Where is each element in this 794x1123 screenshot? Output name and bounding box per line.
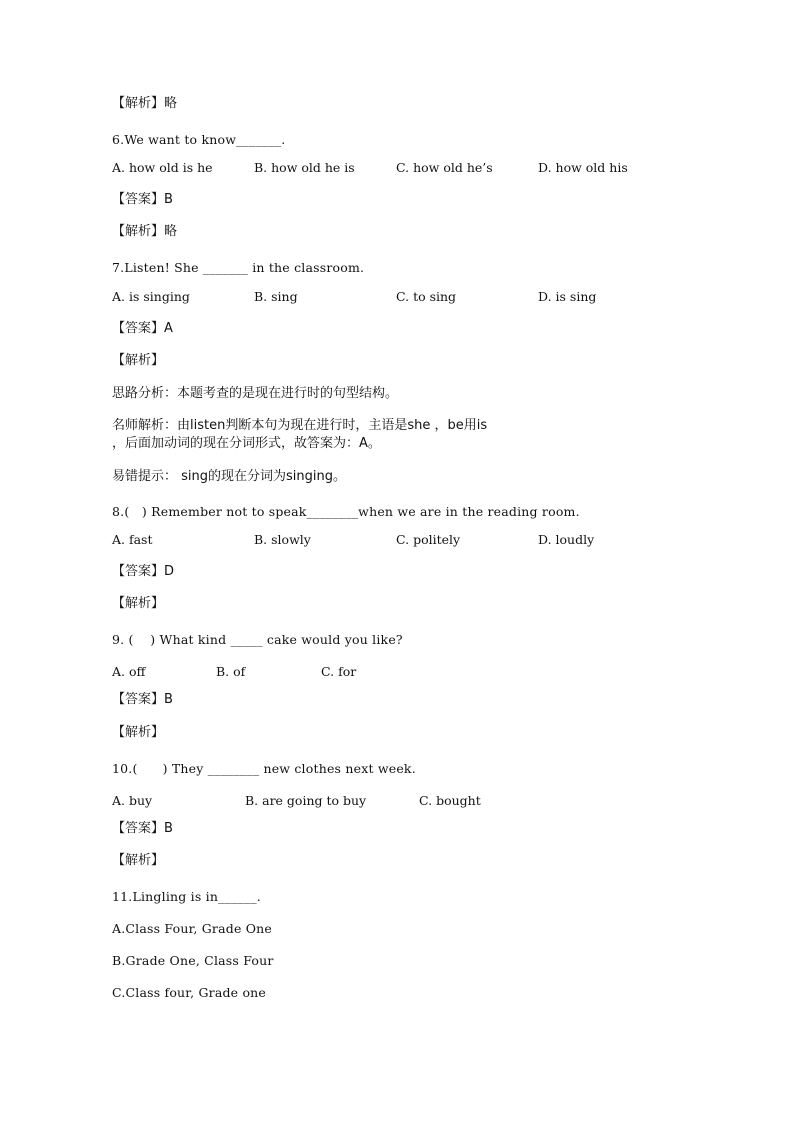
q9-option-b: B. of: [216, 664, 246, 679]
question-8: 8.( ) Remember not to speak________when we are in the reading room.: [112, 504, 580, 519]
q8-option-c: C. politely: [396, 532, 461, 547]
q9-answer: 【答案】B: [112, 692, 173, 707]
question-6: 6.We want to know_______.: [112, 132, 286, 147]
q10-option-b: B. are going to buy: [245, 793, 367, 808]
q9-option-a: A. off: [112, 664, 146, 679]
q7-option-b: B. sing: [254, 289, 298, 304]
q10-analysis: 【解析】: [112, 853, 165, 868]
analysis-line-prev: 【解析】略: [112, 96, 178, 111]
q7-analysis-teacher-2: ，后面加动词的现在分词形式，故答案为：A。: [112, 436, 381, 451]
q7-analysis-idea: 思路分析：本题考查的是现在进行时的句型结构。: [112, 386, 399, 401]
q10-answer: 【答案】B: [112, 821, 173, 836]
q7-option-c: C. to sing: [396, 289, 457, 304]
q10-option-a: A. buy: [112, 793, 153, 808]
q7-analysis: 【解析】: [112, 353, 165, 368]
q9-option-c: C. for: [321, 664, 357, 679]
q11-option-a: A.Class Four, Grade One: [112, 921, 273, 936]
q6-option-c: C. how old he’s: [396, 160, 493, 175]
q6-answer: 【答案】B: [112, 192, 173, 207]
question-9: 9. ( ) What kind _____ cake would you like?: [112, 632, 403, 647]
q8-option-a: A. fast: [112, 532, 153, 547]
q8-option-b: B. slowly: [254, 532, 311, 547]
q11-option-b: B.Grade One, Class Four: [112, 953, 274, 968]
q6-option-a: A. how old is he: [112, 160, 213, 175]
q7-analysis-tip: 易错提示： sing的现在分词为singing。: [112, 469, 346, 484]
q9-analysis: 【解析】: [112, 725, 165, 740]
q7-analysis-teacher-1: 名师解析：由listen判断本句为现在进行时，主语是she ，be用is: [112, 418, 488, 433]
q8-answer: 【答案】D: [112, 564, 175, 579]
question-11: 11.Lingling is in______.: [112, 889, 261, 904]
q7-option-a: A. is singing: [112, 289, 190, 304]
q6-option-d: D. how old his: [538, 160, 628, 175]
q7-answer: 【答案】A: [112, 321, 173, 336]
question-7: 7.Listen! She _______ in the classroom.: [112, 260, 365, 275]
q8-analysis: 【解析】: [112, 596, 165, 611]
q8-option-d: D. loudly: [538, 532, 595, 547]
q6-analysis: 【解析】略: [112, 224, 178, 239]
question-10: 10.( ) They ________ new clothes next week.: [112, 761, 416, 776]
q11-option-c: C.Class four, Grade one: [112, 985, 267, 1000]
q10-option-c: C. bought: [419, 793, 481, 808]
q6-option-b: B. how old he is: [254, 160, 355, 175]
q7-option-d: D. is sing: [538, 289, 597, 304]
